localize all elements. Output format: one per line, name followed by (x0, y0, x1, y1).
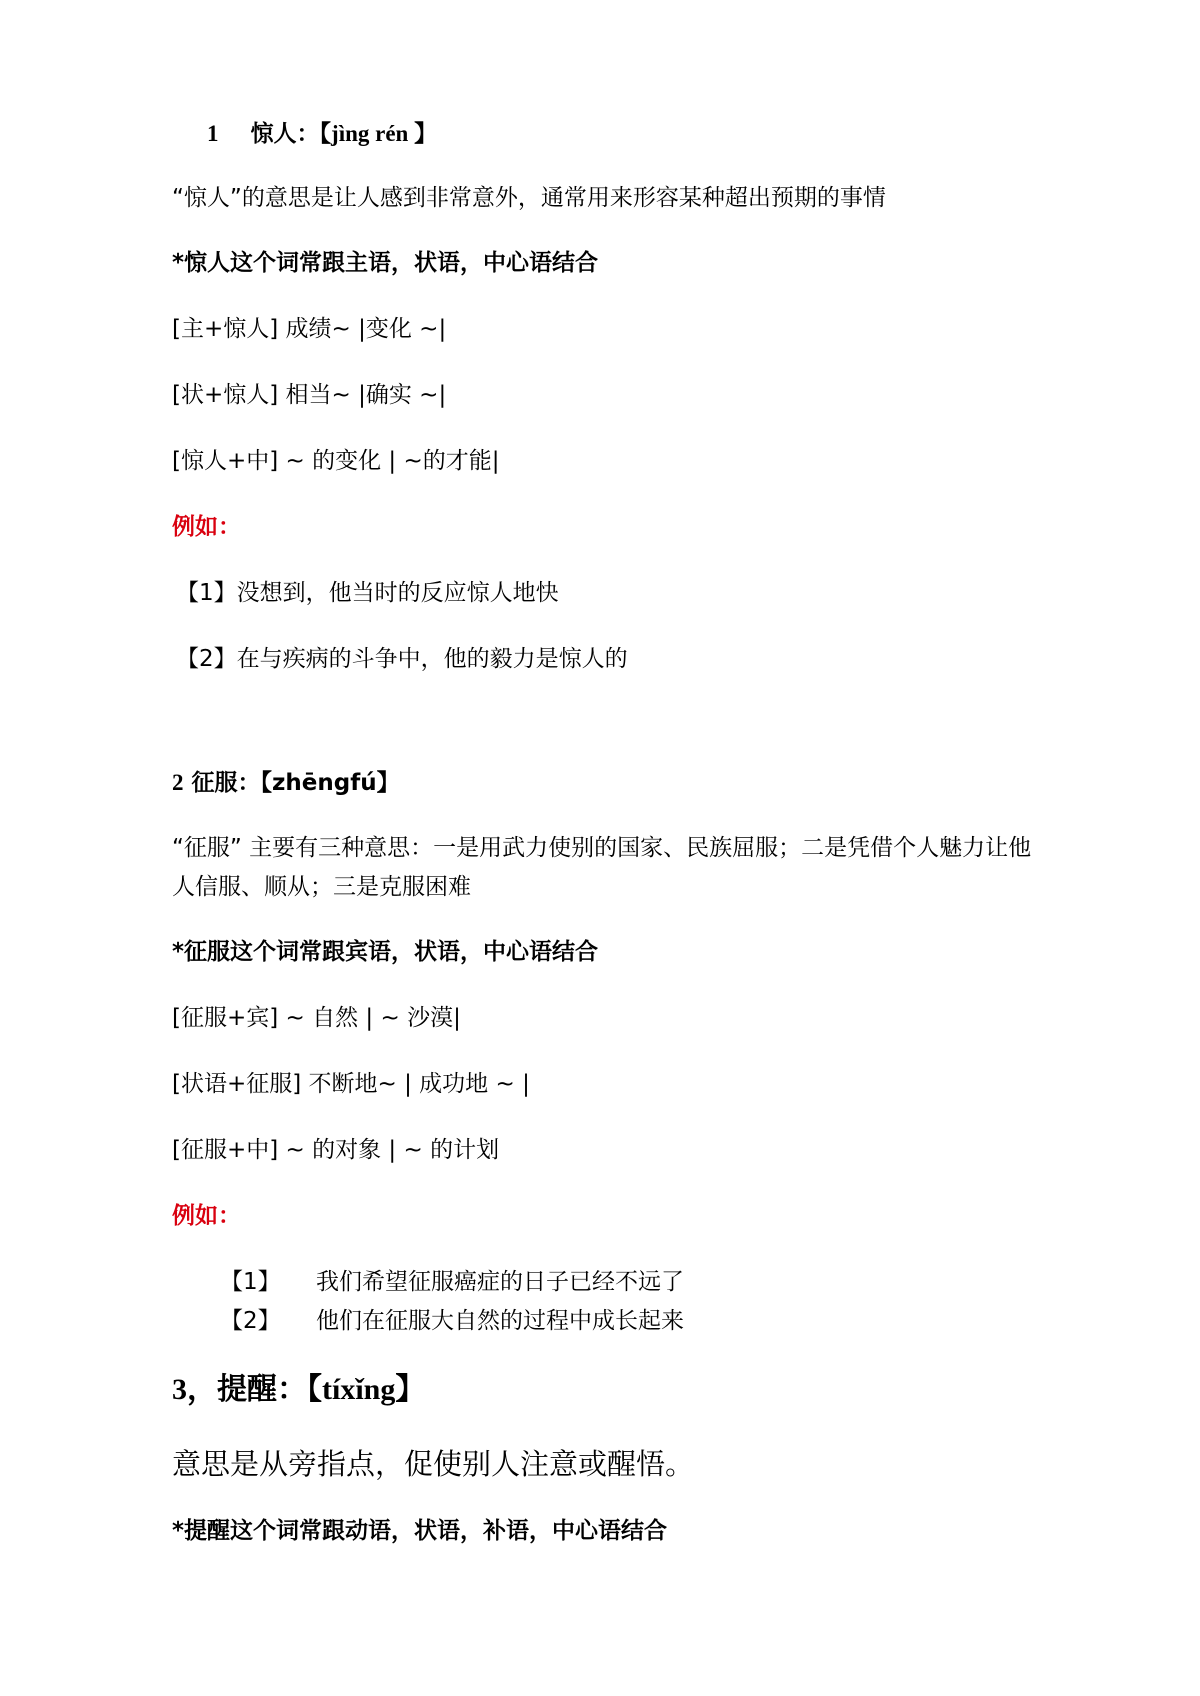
section-1-pattern: [状+惊人] 相当~ |确实 ~| (172, 382, 447, 408)
section-2-number: 2 (172, 770, 184, 795)
section-3-number: 3， (172, 1373, 217, 1406)
section-2-collocation-note: *征服这个词常跟宾语，状语，中心语结合 (172, 939, 599, 965)
section-3-pinyin: 【tíxǐng】 (307, 1373, 426, 1406)
section-1-example: 【2】在与疾病的斗争中，他的毅力是惊人的 (176, 646, 628, 672)
section-1-pattern: [惊人+中] ~ 的变化 | ~的才能| (172, 448, 500, 474)
section-3-collocation-note: *提醒这个词常跟动语，状语，补语，中心语结合 (172, 1518, 668, 1544)
section-1-definition: “惊人”的意思是让人感到非常意外，通常用来形容某种超出预期的事情 (172, 185, 886, 211)
section-3-word: 提醒： (217, 1372, 307, 1407)
section-2-example-label: 例如： (172, 1203, 241, 1229)
section-2-word: 征服： (191, 770, 261, 796)
example-text: 我们希望征服癌症的日子已经不远了 (316, 1269, 684, 1295)
section-1-word: 惊人： (250, 121, 320, 147)
section-2-definition-line-2: 人信服、顺从；三是克服困难 (172, 874, 471, 900)
section-1-collocation-note: *惊人这个词常跟主语，状语，中心语结合 (172, 250, 599, 276)
section-2-heading (172, 768, 400, 798)
section-1-example: 【1】没想到，他当时的反应惊人地快 (176, 580, 559, 606)
section-2-pinyin: 【zhēngfú】 (260, 770, 400, 796)
section-1-example-label: 例如： (172, 514, 241, 540)
example-number: 【1】 (220, 1269, 281, 1295)
section-1-number: 1 (207, 121, 219, 146)
example-text: 他们在征服大自然的过程中成长起来 (316, 1308, 684, 1334)
example-number: 【2】 (220, 1308, 281, 1334)
section-2-pattern: [状语+征服] 不断地~ | 成功地 ~ | (172, 1071, 530, 1097)
section-1-pinyin: 【jìng rén 】 (319, 121, 438, 146)
section-2-definition-line-1: “征服” 主要有三种意思：一是用武力使别的国家、民族屈服；二是凭借个人魅力让他 (172, 835, 1032, 861)
section-2-pattern: [征服+宾] ~ 自然 | ~ 沙漠| (172, 1005, 461, 1031)
section-2-example (220, 1267, 684, 1297)
section-2-pattern: [征服+中] ~ 的对象 | ~ 的计划 (172, 1137, 500, 1163)
section-3-definition: 意思是从旁指点，促使别人注意或醒悟。 (172, 1447, 695, 1481)
section-3-heading (172, 1370, 425, 1410)
section-1-heading (207, 119, 437, 149)
section-2-example (220, 1306, 684, 1336)
section-1-pattern: [主+惊人] 成绩~ |变化 ~| (172, 316, 447, 342)
